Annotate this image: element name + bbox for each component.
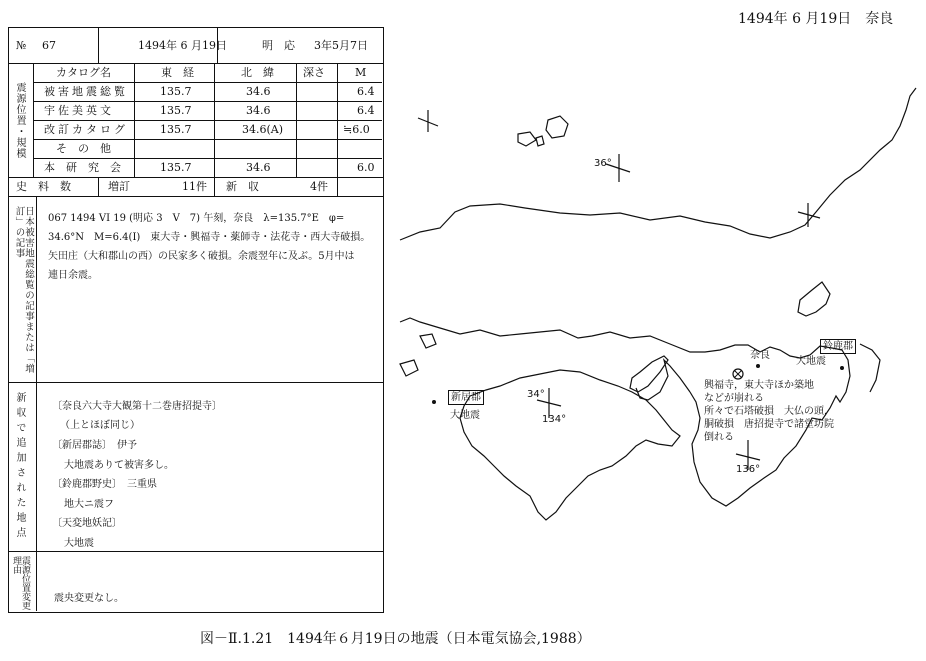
- niigun-note: 大地震: [450, 410, 480, 421]
- damage-note: などが崩れる: [704, 393, 764, 404]
- lat34-label: 34°: [527, 389, 545, 400]
- catalog-lon: 135.7: [160, 85, 192, 98]
- oki-islands: [546, 116, 568, 138]
- catalog-lat: 34.6: [246, 104, 271, 117]
- lon134-label: 134°: [542, 414, 567, 425]
- change-side-label: 震源位置変更理由: [11, 556, 30, 610]
- record-no-value: 67: [42, 39, 56, 52]
- catalog-name: 被害地震総覧: [44, 85, 128, 98]
- catalog-lat: 34.6(A): [242, 123, 284, 136]
- sources-new-count: 4件: [310, 180, 328, 193]
- sources-added-label: 増訂: [108, 180, 130, 193]
- entry-line: 連日余震。: [48, 270, 98, 281]
- new-point-line: 大地震ありて被害多し。: [64, 460, 174, 471]
- entry-line: 34.6°N M=6.4(Ⅰ) 東大寺・興福寺・薬師寺・法花寺・西大寺破損。: [48, 232, 371, 243]
- figure-caption: 図－Ⅱ.1.21 1494年６月19日の地震（日本電気協会,1988）: [200, 631, 591, 647]
- suzuka-note: 大地震: [796, 356, 826, 367]
- nara-point-icon: [756, 364, 760, 368]
- entry-line: 067 1494 VI 19 (明応 3 V 7) 午刻，奈良 λ=135.7°E φ=: [48, 213, 345, 224]
- sources-new-label: 新 収: [226, 180, 259, 193]
- coastline-shikoku: [460, 370, 680, 520]
- new-point-line: 〔鈴鹿郡野史〕 三重県: [52, 479, 157, 490]
- coastline-osaka-bay: [636, 360, 690, 400]
- record-era-label: 明 応: [262, 39, 295, 52]
- lon136-label: 136°: [736, 464, 761, 475]
- catalog-m: 6.0: [357, 161, 375, 174]
- damage-note: 興福寺，東大寺ほか築地: [704, 380, 814, 391]
- entry-side-label: 日本被害地震総覧の記事または「増訂」の記事: [13, 206, 34, 374]
- entry-line: 矢田庄（大和郡山の西）の民家多く破損。余震翌年に及ぶ。5月中は: [48, 251, 355, 262]
- niigun-label: 新居郡: [448, 390, 484, 405]
- hypocenter-side-label: 震源位置・規模: [14, 82, 25, 159]
- damage-note: 胴破損 唐招提寺で諸堂坊院: [704, 419, 834, 430]
- catalog-lon: 135.7: [160, 161, 192, 174]
- oki-islands-small: [536, 136, 544, 146]
- coastline-honshu-north: [400, 88, 916, 240]
- coastline-ise: [798, 282, 830, 316]
- nara-label: 奈良: [750, 350, 770, 361]
- epicenter-icon: [733, 369, 743, 379]
- col-header-lon: 東 経: [161, 66, 194, 79]
- page-header: 1494年 6 月19日 奈良: [738, 11, 894, 27]
- catalog-m: 6.4: [357, 104, 375, 117]
- catalog-m: 6.4: [357, 85, 375, 98]
- new-point-line: 〔天変地妖記〕: [52, 518, 122, 529]
- col-header-catalog: カタログ名: [56, 66, 111, 79]
- catalog-lon: 135.7: [160, 104, 192, 117]
- catalog-name: 本 研 究 会: [44, 161, 121, 174]
- record-era-date: 3年5月7日: [314, 39, 368, 52]
- catalog-lat: 34.6: [246, 85, 271, 98]
- new-points-side-label: 新収で追加された地点: [14, 392, 25, 542]
- suzuka-label: 鈴鹿郡: [820, 339, 856, 354]
- map: [390, 80, 926, 540]
- inland-sea-islands: [400, 360, 418, 376]
- col-header-depth: 深さ: [303, 66, 325, 79]
- damage-note: 所々で石塔破損 大仏の頭，: [704, 406, 834, 417]
- inland-sea-islands: [420, 334, 436, 348]
- oki-islands-small: [518, 132, 536, 146]
- col-header-lat: 北 緯: [241, 66, 274, 79]
- sources-label: 史 料 数: [16, 180, 71, 193]
- record-no-label: №: [16, 39, 27, 52]
- lat36-label: 36°: [594, 158, 612, 169]
- col-header-m: M: [355, 66, 367, 79]
- catalog-lon: 135.7: [160, 123, 192, 136]
- new-point-line: 〔新居郡誌〕 伊予: [52, 440, 137, 451]
- new-point-line: 大地震: [64, 538, 94, 549]
- catalog-name: 宇佐美英文: [44, 104, 114, 117]
- catalog-m: ≒6.0: [343, 123, 370, 136]
- catalog-lat: 34.6: [246, 161, 271, 174]
- change-text: 震央変更なし。: [54, 593, 124, 604]
- new-point-line: 地大ニ震フ: [64, 499, 114, 510]
- record-date: 1494年 6 月19日: [138, 39, 227, 52]
- catalog-name: そ の 他: [56, 142, 111, 155]
- new-point-line: 〔奈良六大寺大観第十二巻唐招提寺〕: [52, 401, 222, 412]
- suzuka-point-icon: [840, 366, 844, 370]
- catalog-name: 改訂カタログ: [44, 123, 128, 136]
- niigun-point-icon: [432, 400, 436, 404]
- coastline-ise-east: [860, 344, 880, 392]
- new-point-line: （上とほぼ同じ）: [60, 420, 140, 431]
- sources-added-count: 11件: [182, 180, 207, 193]
- damage-note: 倒れる: [704, 432, 734, 443]
